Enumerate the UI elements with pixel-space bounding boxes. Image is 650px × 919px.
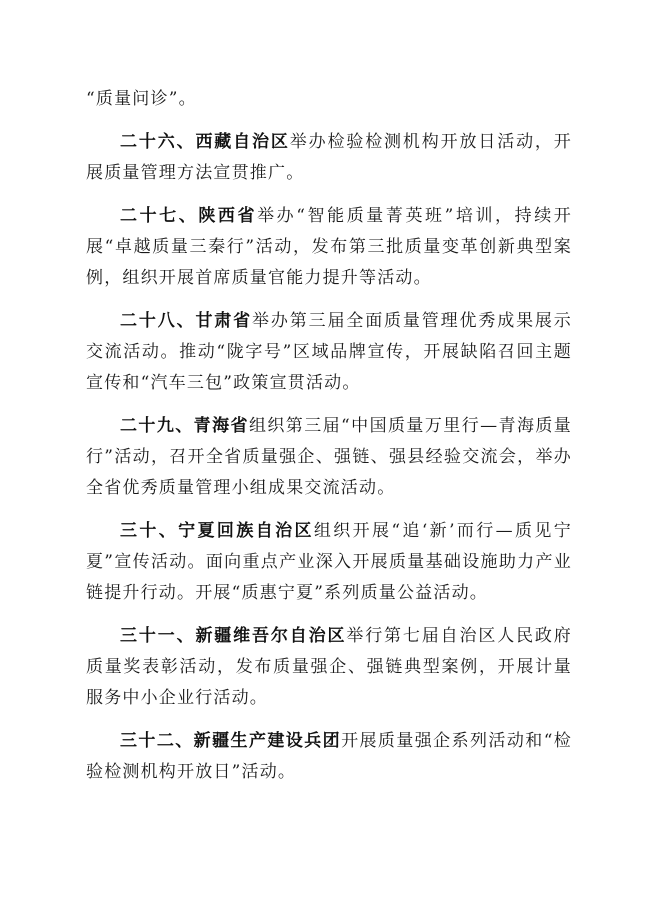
- document-body: [86, 84, 572, 800]
- paragraph-heading: 三十一、新疆维吾尔自治区: [120, 626, 347, 646]
- paragraph-text: 组织开展“追‘新’而行—质见宁夏”宣传活动。面向重点产业深入开展质量基础设施助力产业链提升行动。开展“质惠宁夏”系列质量公益活动。: [86, 521, 572, 603]
- paragraph-xizang: [86, 127, 572, 189]
- paragraph-text: 举行第七届自治区人民政府质量奖表彰活动，发布质量强企、强链典型案例，开展计量服务中小企业行活动。: [86, 626, 572, 708]
- paragraph-heading: 三十二、新疆生产建设兵团: [120, 731, 342, 751]
- paragraph-qinghai: [86, 411, 572, 504]
- paragraph-text: 开展质量强企系列活动和“检验检测机构开放日”活动。: [86, 731, 573, 782]
- paragraph-shaanxi: [86, 201, 572, 294]
- paragraph-heading: 二十六、西藏自治区: [120, 132, 290, 152]
- paragraph-text: 举办检验检测机构开放日活动，开展质量管理方法宣贯推广。: [86, 132, 572, 183]
- paragraph-ningxia: [86, 516, 572, 609]
- paragraph-xinjiang: [86, 621, 572, 714]
- paragraph-gansu: [86, 306, 572, 399]
- paragraph-heading: 二十九、青海省: [120, 416, 249, 436]
- paragraph-text: 举办“智能质量菁英班”培训，持续开展“卓越质量三秦行”活动，发布第三批质量变革创新典型案例，组织开展首席质量官能力提升等活动。: [86, 206, 573, 288]
- paragraph-text: “质量问诊”。: [86, 89, 197, 109]
- paragraph-heading: 三十、宁夏回族自治区: [120, 521, 314, 541]
- paragraph-continuation: [86, 84, 572, 115]
- paragraph-heading: 二十八、甘肃省: [120, 311, 253, 331]
- paragraph-text: 举办第三届全面质量管理优秀成果展示交流活动。推动“陇字号”区域品牌宣传，开展缺陷召回主题宣传和“汽车三包”政策宣贯活动。: [86, 311, 572, 393]
- paragraph-bingtuan: [86, 726, 572, 788]
- paragraph-text: 组织第三届“中国质量万里行—青海质量行”活动，召开全省质量强企、强链、强县经验交流会，举办全省优秀质量管理小组成果交流活动。: [86, 416, 572, 498]
- paragraph-heading: 二十七、陕西省: [120, 206, 258, 226]
